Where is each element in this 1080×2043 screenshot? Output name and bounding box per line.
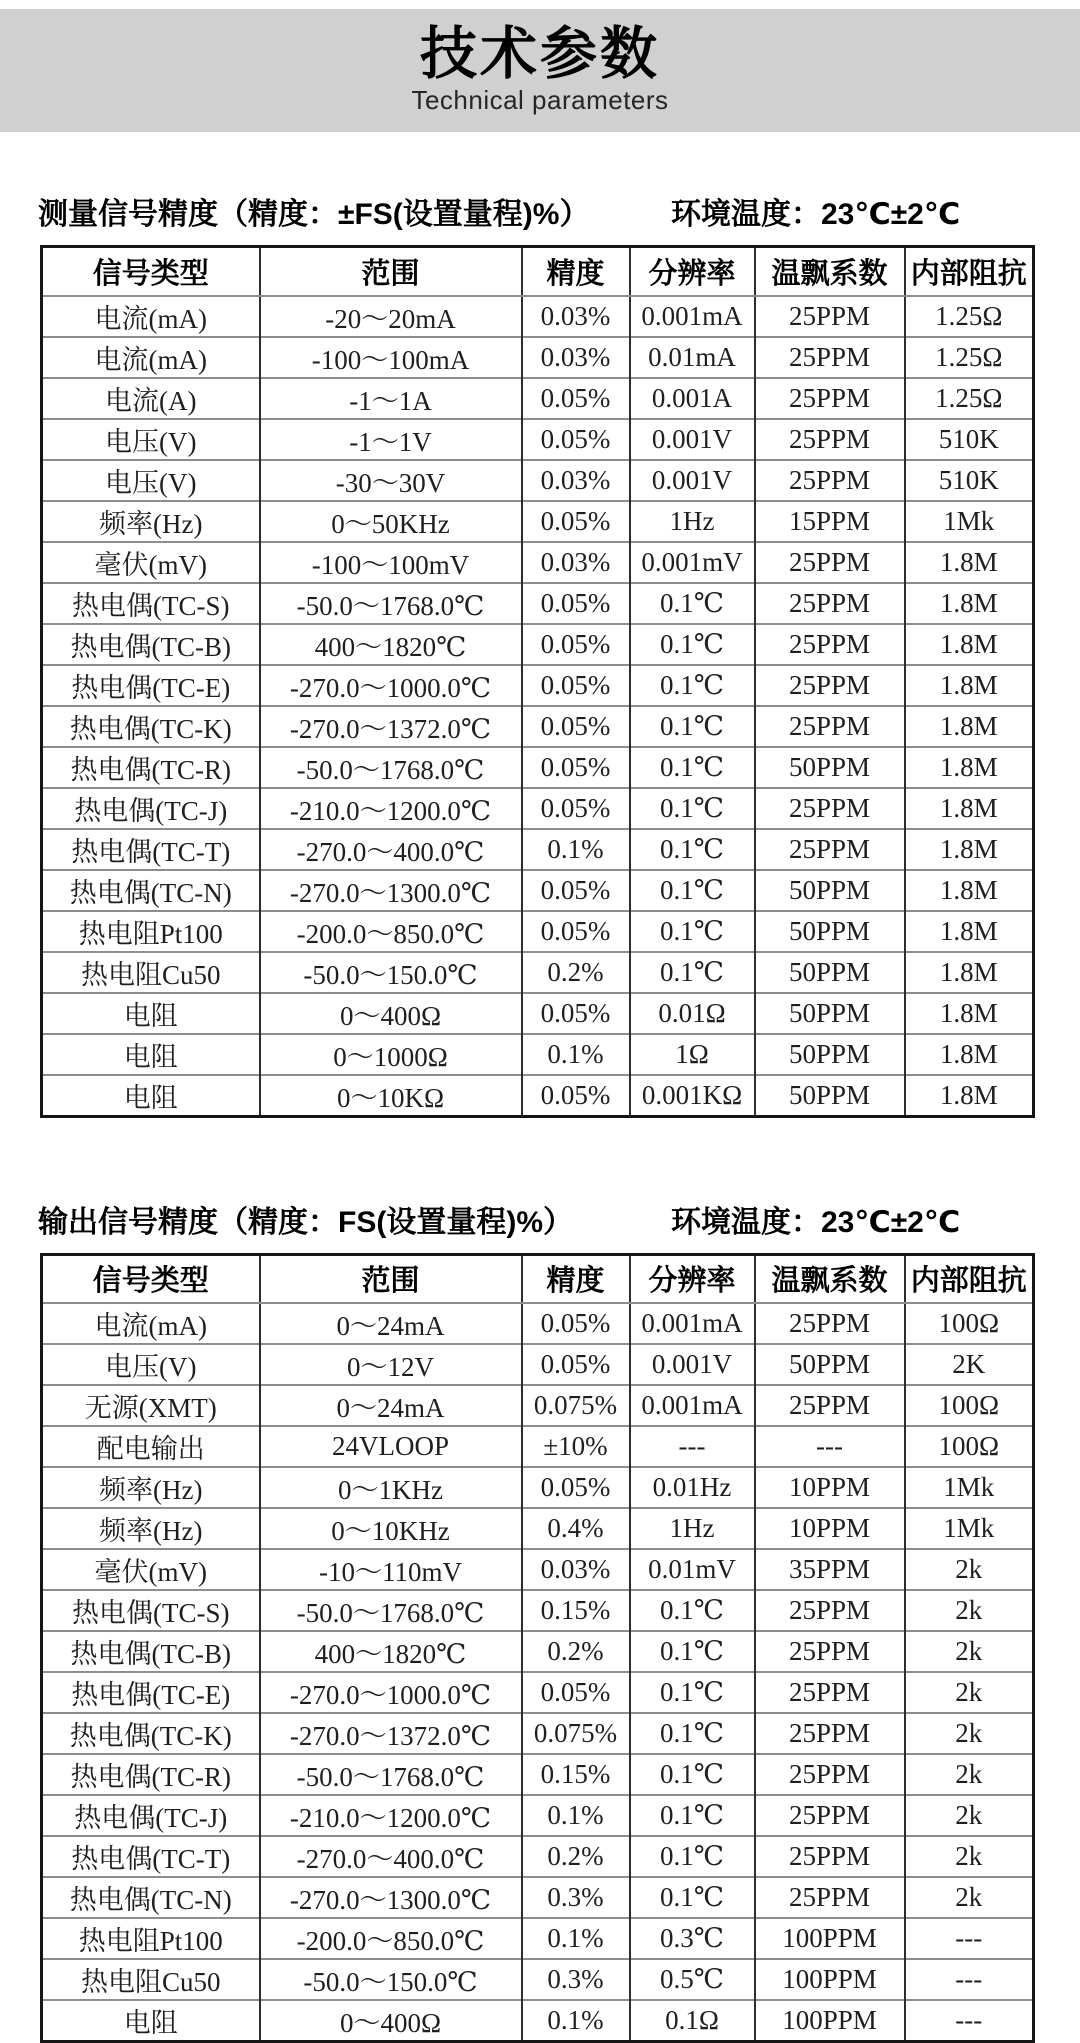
table-cell: 510K xyxy=(905,419,1034,460)
table-row xyxy=(42,1344,1034,1385)
table-cell: 0.05% xyxy=(522,1303,630,1344)
table-cell: -10～110mV xyxy=(260,1549,522,1590)
column-header: 范围 xyxy=(260,247,522,296)
table-cell: -50.0～1768.0℃ xyxy=(260,747,522,788)
column-header: 温飘系数 xyxy=(755,1254,905,1303)
table-row xyxy=(42,952,1034,993)
table-cell: 0.001V xyxy=(630,1344,755,1385)
table-cell: 0.3% xyxy=(522,1959,630,2000)
column-header: 精度 xyxy=(522,1254,630,1303)
table-cell: -270.0～1300.0℃ xyxy=(260,1877,522,1918)
table-cell: 1.8M xyxy=(905,993,1034,1034)
table-cell: 0.2% xyxy=(522,952,630,993)
table-cell: 1.8M xyxy=(905,624,1034,665)
table-cell: 0.05% xyxy=(522,378,630,419)
table-row xyxy=(42,665,1034,706)
signal-type-cell: 毫伏(mV) xyxy=(42,1549,260,1590)
measurement-ambient-temperature: 环境温度：23℃±2℃ xyxy=(671,194,960,236)
signal-type-cell: 热电偶(TC-N) xyxy=(42,1877,260,1918)
table-cell: 0.05% xyxy=(522,501,630,542)
table-cell: -50.0～1768.0℃ xyxy=(260,1754,522,1795)
table-cell: 100Ω xyxy=(905,1385,1034,1426)
page-subtitle: Technical parameters xyxy=(411,85,668,116)
table-row xyxy=(42,296,1034,337)
table-cell: 0.1℃ xyxy=(630,788,755,829)
table-cell: 50PPM xyxy=(755,1034,905,1075)
signal-type-cell: 热电阻Cu50 xyxy=(42,1959,260,2000)
table-cell: 0.15% xyxy=(522,1590,630,1631)
table-row xyxy=(42,2000,1034,2042)
table-row xyxy=(42,1590,1034,1631)
table-cell: 25PPM xyxy=(755,706,905,747)
table-cell: 10PPM xyxy=(755,1467,905,1508)
table-cell: 400～1820℃ xyxy=(260,624,522,665)
signal-type-cell: 热电阻Pt100 xyxy=(42,911,260,952)
signal-type-cell: 热电偶(TC-S) xyxy=(42,1590,260,1631)
table-cell: 0～24mA xyxy=(260,1303,522,1344)
table-cell: 1.8M xyxy=(905,706,1034,747)
table-cell: 0.1℃ xyxy=(630,1631,755,1672)
table-row xyxy=(42,1549,1034,1590)
table-cell: 1.8M xyxy=(905,1034,1034,1075)
table-row xyxy=(42,1467,1034,1508)
table-cell: 25PPM xyxy=(755,1754,905,1795)
table-cell: 0.05% xyxy=(522,993,630,1034)
signal-type-cell: 热电偶(TC-K) xyxy=(42,1713,260,1754)
column-header: 信号类型 xyxy=(42,247,260,296)
table-cell: 1.25Ω xyxy=(905,337,1034,378)
table-cell: 1.8M xyxy=(905,583,1034,624)
table-cell: 1Mk xyxy=(905,501,1034,542)
signal-type-cell: 热电偶(TC-E) xyxy=(42,1672,260,1713)
signal-type-cell: 电阻 xyxy=(42,1034,260,1075)
table-cell: 2k xyxy=(905,1754,1034,1795)
table-cell: 25PPM xyxy=(755,419,905,460)
table-cell: 2k xyxy=(905,1631,1034,1672)
measurement-section-title: 测量信号精度（精度：±FS(设置量程)%） xyxy=(38,198,589,231)
table-cell: 100PPM xyxy=(755,1918,905,1959)
table-cell: 0.001mA xyxy=(630,296,755,337)
signal-type-cell: 热电偶(TC-R) xyxy=(42,747,260,788)
table-cell: 1Hz xyxy=(630,501,755,542)
table-cell: 0～24mA xyxy=(260,1385,522,1426)
table-cell: 0.03% xyxy=(522,337,630,378)
table-row xyxy=(42,583,1034,624)
table-cell: 0.1% xyxy=(522,1918,630,1959)
table-row xyxy=(42,501,1034,542)
table-cell: 25PPM xyxy=(755,1877,905,1918)
table-cell: 15PPM xyxy=(755,501,905,542)
table-cell: 0.1℃ xyxy=(630,1713,755,1754)
column-header: 信号类型 xyxy=(42,1254,260,1303)
table-cell: --- xyxy=(905,1959,1034,2000)
table-cell: 0.01mA xyxy=(630,337,755,378)
signal-type-cell: 热电偶(TC-T) xyxy=(42,1836,260,1877)
signal-type-cell: 频率(Hz) xyxy=(42,501,260,542)
table-cell: 0.05% xyxy=(522,419,630,460)
table-cell: 0.1℃ xyxy=(630,829,755,870)
table-cell: --- xyxy=(905,2000,1034,2042)
table-cell: ±10% xyxy=(522,1426,630,1467)
measurement-accuracy-table xyxy=(40,245,1035,1118)
table-cell: 1.8M xyxy=(905,829,1034,870)
signal-type-cell: 电压(V) xyxy=(42,419,260,460)
table-cell: 0.05% xyxy=(522,665,630,706)
table-cell: -100～100mA xyxy=(260,337,522,378)
table-cell: 25PPM xyxy=(755,460,905,501)
signal-type-cell: 电流(A) xyxy=(42,378,260,419)
column-header: 温飘系数 xyxy=(755,247,905,296)
table-cell: 1.8M xyxy=(905,952,1034,993)
table-cell: -210.0～1200.0℃ xyxy=(260,788,522,829)
table-cell: 0.2% xyxy=(522,1836,630,1877)
table-row xyxy=(42,1672,1034,1713)
table-cell: 1.25Ω xyxy=(905,296,1034,337)
table-row xyxy=(42,1836,1034,1877)
table-cell: 0.01Hz xyxy=(630,1467,755,1508)
table-cell: 25PPM xyxy=(755,1303,905,1344)
signal-type-cell: 频率(Hz) xyxy=(42,1508,260,1549)
table-cell: 0.05% xyxy=(522,706,630,747)
table-cell: -1～1V xyxy=(260,419,522,460)
output-accuracy-table xyxy=(40,1253,1035,2043)
column-header: 内部阻抗 xyxy=(905,247,1034,296)
table-cell: 0.1℃ xyxy=(630,870,755,911)
column-header: 范围 xyxy=(260,1254,522,1303)
signal-type-cell: 电流(mA) xyxy=(42,337,260,378)
table-cell: 0.05% xyxy=(522,1672,630,1713)
table-cell: -1～1A xyxy=(260,378,522,419)
table-cell: 510K xyxy=(905,460,1034,501)
table-row xyxy=(42,1713,1034,1754)
table-cell: 0.3% xyxy=(522,1877,630,1918)
signal-type-cell: 热电偶(TC-K) xyxy=(42,706,260,747)
table-cell: 25PPM xyxy=(755,665,905,706)
table-row xyxy=(42,1795,1034,1836)
table-cell: 0.1% xyxy=(522,829,630,870)
table-cell: 2k xyxy=(905,1795,1034,1836)
table-cell: 25PPM xyxy=(755,378,905,419)
signal-type-cell: 配电输出 xyxy=(42,1426,260,1467)
page-title: 技术参数 xyxy=(420,25,660,85)
table-cell: -50.0～1768.0℃ xyxy=(260,583,522,624)
title-banner xyxy=(0,9,1080,132)
table-cell: 0.03% xyxy=(522,1549,630,1590)
table-row xyxy=(42,1034,1034,1075)
table-cell: 0.1℃ xyxy=(630,706,755,747)
table-cell: 2k xyxy=(905,1672,1034,1713)
table-cell: 0.1℃ xyxy=(630,1590,755,1631)
table-cell: 400～1820℃ xyxy=(260,1631,522,1672)
table-cell: 0.2% xyxy=(522,1631,630,1672)
table-cell: 1.8M xyxy=(905,1075,1034,1117)
signal-type-cell: 热电阻Pt100 xyxy=(42,1918,260,1959)
table-cell: 25PPM xyxy=(755,1713,905,1754)
table-row xyxy=(42,542,1034,583)
signal-type-cell: 热电偶(TC-B) xyxy=(42,624,260,665)
table-cell: 2k xyxy=(905,1836,1034,1877)
table-cell: 0.01Ω xyxy=(630,993,755,1034)
table-cell: 1.8M xyxy=(905,870,1034,911)
signal-type-cell: 电阻 xyxy=(42,1075,260,1117)
table-cell: 25PPM xyxy=(755,1631,905,1672)
table-cell: 25PPM xyxy=(755,337,905,378)
table-cell: 0.05% xyxy=(522,747,630,788)
table-cell: 0.1Ω xyxy=(630,2000,755,2042)
table-cell: -100～100mV xyxy=(260,542,522,583)
table-cell: 0.1℃ xyxy=(630,1672,755,1713)
table-row xyxy=(42,1508,1034,1549)
table-cell: 25PPM xyxy=(755,1590,905,1631)
table-row xyxy=(42,829,1034,870)
table-cell: 0.1℃ xyxy=(630,1877,755,1918)
table-cell: 0.1℃ xyxy=(630,1795,755,1836)
signal-type-cell: 毫伏(mV) xyxy=(42,542,260,583)
table-cell: -200.0～850.0℃ xyxy=(260,911,522,952)
table-cell: 25PPM xyxy=(755,788,905,829)
table-cell: 25PPM xyxy=(755,1385,905,1426)
table-cell: 0.1℃ xyxy=(630,624,755,665)
table-cell: 0.1℃ xyxy=(630,1836,755,1877)
table-cell: 0～50KHz xyxy=(260,501,522,542)
signal-type-cell: 热电偶(TC-S) xyxy=(42,583,260,624)
table-cell: -20～20mA xyxy=(260,296,522,337)
table-row xyxy=(42,870,1034,911)
table-cell: 0.1℃ xyxy=(630,952,755,993)
signal-type-cell: 无源(XMT) xyxy=(42,1385,260,1426)
measurement-section-heading xyxy=(38,194,1040,236)
table-cell: 0.001mA xyxy=(630,1303,755,1344)
table-cell: 1Ω xyxy=(630,1034,755,1075)
table-cell: 2k xyxy=(905,1590,1034,1631)
table-cell: 50PPM xyxy=(755,911,905,952)
table-row xyxy=(42,378,1034,419)
table-cell: 0.05% xyxy=(522,624,630,665)
table-cell: 25PPM xyxy=(755,624,905,665)
table-row xyxy=(42,706,1034,747)
table-cell: 0～400Ω xyxy=(260,993,522,1034)
table-cell: 2k xyxy=(905,1877,1034,1918)
table-row xyxy=(42,788,1034,829)
table-row xyxy=(42,1426,1034,1467)
table-cell: 25PPM xyxy=(755,1836,905,1877)
table-cell: 2k xyxy=(905,1713,1034,1754)
table-cell: -270.0～1300.0℃ xyxy=(260,870,522,911)
table-cell: 25PPM xyxy=(755,296,905,337)
table-row xyxy=(42,1959,1034,2000)
table-cell: 50PPM xyxy=(755,952,905,993)
column-header: 分辨率 xyxy=(630,1254,755,1303)
table-row xyxy=(42,460,1034,501)
table-cell: 1Mk xyxy=(905,1467,1034,1508)
table-cell: -270.0～1372.0℃ xyxy=(260,706,522,747)
table-cell: 0.01mV xyxy=(630,1549,755,1590)
table-cell: 0.1℃ xyxy=(630,911,755,952)
table-cell: 0.03% xyxy=(522,296,630,337)
table-cell: -200.0～850.0℃ xyxy=(260,1918,522,1959)
table-cell: 0.05% xyxy=(522,1467,630,1508)
signal-type-cell: 热电偶(TC-E) xyxy=(42,665,260,706)
table-cell: 1.8M xyxy=(905,542,1034,583)
table-cell: 1.25Ω xyxy=(905,378,1034,419)
table-cell: -50.0～150.0℃ xyxy=(260,952,522,993)
table-cell: 10PPM xyxy=(755,1508,905,1549)
header-row xyxy=(42,1254,1034,1303)
table-row xyxy=(42,1303,1034,1344)
table-row xyxy=(42,1754,1034,1795)
table-row xyxy=(42,419,1034,460)
signal-type-cell: 热电阻Cu50 xyxy=(42,952,260,993)
signal-type-cell: 频率(Hz) xyxy=(42,1467,260,1508)
table-cell: 0.001A xyxy=(630,378,755,419)
table-row xyxy=(42,747,1034,788)
table-cell: --- xyxy=(755,1426,905,1467)
table-cell: 0.1% xyxy=(522,2000,630,2042)
table-cell: 0.075% xyxy=(522,1713,630,1754)
table-row xyxy=(42,1918,1034,1959)
table-cell: 1.8M xyxy=(905,665,1034,706)
table-cell: 0.5℃ xyxy=(630,1959,755,2000)
table-cell: 0.03% xyxy=(522,460,630,501)
table-cell: 0.1% xyxy=(522,1034,630,1075)
table-cell: 0.05% xyxy=(522,911,630,952)
table-row xyxy=(42,911,1034,952)
table-cell: 0～1KHz xyxy=(260,1467,522,1508)
signal-type-cell: 电阻 xyxy=(42,993,260,1034)
table-cell: -210.0～1200.0℃ xyxy=(260,1795,522,1836)
table-cell: 0.1℃ xyxy=(630,583,755,624)
table-cell: 0.3℃ xyxy=(630,1918,755,1959)
table-cell: 1.8M xyxy=(905,788,1034,829)
table-cell: 0.1℃ xyxy=(630,747,755,788)
table-cell: 1.8M xyxy=(905,747,1034,788)
signal-type-cell: 电压(V) xyxy=(42,1344,260,1385)
table-cell: 0～1000Ω xyxy=(260,1034,522,1075)
column-header: 分辨率 xyxy=(630,247,755,296)
table-cell: 50PPM xyxy=(755,993,905,1034)
table-cell: 0.05% xyxy=(522,788,630,829)
table-cell: -50.0～150.0℃ xyxy=(260,1959,522,2000)
table-cell: 25PPM xyxy=(755,583,905,624)
table-row xyxy=(42,1075,1034,1117)
output-section-title: 输出信号精度（精度：FS(设置量程)%） xyxy=(38,1206,573,1239)
table-cell: 100PPM xyxy=(755,1959,905,2000)
table-cell: 50PPM xyxy=(755,870,905,911)
table-cell: 24VLOOP xyxy=(260,1426,522,1467)
table-cell: 35PPM xyxy=(755,1549,905,1590)
table-cell: 100Ω xyxy=(905,1426,1034,1467)
table-cell: -270.0～1372.0℃ xyxy=(260,1713,522,1754)
table-row xyxy=(42,1877,1034,1918)
table-cell: 50PPM xyxy=(755,747,905,788)
table-cell: -270.0～400.0℃ xyxy=(260,829,522,870)
table-cell: 0～12V xyxy=(260,1344,522,1385)
table-cell: 0.001mV xyxy=(630,542,755,583)
signal-type-cell: 电压(V) xyxy=(42,460,260,501)
table-cell: 0.075% xyxy=(522,1385,630,1426)
signal-type-cell: 热电偶(TC-J) xyxy=(42,788,260,829)
table-cell: 0.1℃ xyxy=(630,665,755,706)
table-cell: 0.03% xyxy=(522,542,630,583)
table-cell: 100PPM xyxy=(755,2000,905,2042)
table-cell: -30～30V xyxy=(260,460,522,501)
signal-type-cell: 电阻 xyxy=(42,2000,260,2042)
table-row xyxy=(42,1631,1034,1672)
table-cell: -270.0～1000.0℃ xyxy=(260,1672,522,1713)
table-cell: 25PPM xyxy=(755,1672,905,1713)
table-cell: 0～400Ω xyxy=(260,2000,522,2042)
table-cell: 1Mk xyxy=(905,1508,1034,1549)
header-row xyxy=(42,247,1034,296)
signal-type-cell: 热电偶(TC-B) xyxy=(42,1631,260,1672)
signal-type-cell: 热电偶(TC-T) xyxy=(42,829,260,870)
table-cell: 1Hz xyxy=(630,1508,755,1549)
table-cell: 50PPM xyxy=(755,1075,905,1117)
table-cell: 25PPM xyxy=(755,829,905,870)
table-cell: -50.0～1768.0℃ xyxy=(260,1590,522,1631)
output-section-heading xyxy=(38,1202,1040,1244)
signal-type-cell: 电流(mA) xyxy=(42,296,260,337)
table-cell: -270.0～400.0℃ xyxy=(260,1836,522,1877)
table-cell: 25PPM xyxy=(755,1795,905,1836)
table-cell: 2k xyxy=(905,1549,1034,1590)
table-row xyxy=(42,1385,1034,1426)
table-row xyxy=(42,337,1034,378)
table-cell: 25PPM xyxy=(755,542,905,583)
table-cell: 0.15% xyxy=(522,1754,630,1795)
table-cell: 100Ω xyxy=(905,1303,1034,1344)
table-cell: 0.001KΩ xyxy=(630,1075,755,1117)
table-cell: --- xyxy=(630,1426,755,1467)
output-ambient-temperature: 环境温度：23℃±2℃ xyxy=(671,1202,960,1244)
table-cell: 50PPM xyxy=(755,1344,905,1385)
table-cell: 1.8M xyxy=(905,911,1034,952)
signal-type-cell: 热电偶(TC-R) xyxy=(42,1754,260,1795)
table-cell: 0.001V xyxy=(630,419,755,460)
column-header: 精度 xyxy=(522,247,630,296)
table-cell: 0.05% xyxy=(522,583,630,624)
signal-type-cell: 热电偶(TC-J) xyxy=(42,1795,260,1836)
table-cell: 0～10KHz xyxy=(260,1508,522,1549)
table-cell: 0.05% xyxy=(522,1344,630,1385)
table-cell: 0.1℃ xyxy=(630,1754,755,1795)
table-cell: 0.05% xyxy=(522,870,630,911)
table-cell: 2K xyxy=(905,1344,1034,1385)
table-cell: 0.001mA xyxy=(630,1385,755,1426)
table-cell: --- xyxy=(905,1918,1034,1959)
signal-type-cell: 电流(mA) xyxy=(42,1303,260,1344)
table-row xyxy=(42,624,1034,665)
signal-type-cell: 热电偶(TC-N) xyxy=(42,870,260,911)
table-cell: 0.1% xyxy=(522,1795,630,1836)
table-cell: 0.4% xyxy=(522,1508,630,1549)
table-cell: 0～10KΩ xyxy=(260,1075,522,1117)
table-cell: 0.05% xyxy=(522,1075,630,1117)
table-cell: -270.0～1000.0℃ xyxy=(260,665,522,706)
table-cell: 0.001V xyxy=(630,460,755,501)
column-header: 内部阻抗 xyxy=(905,1254,1034,1303)
table-row xyxy=(42,993,1034,1034)
